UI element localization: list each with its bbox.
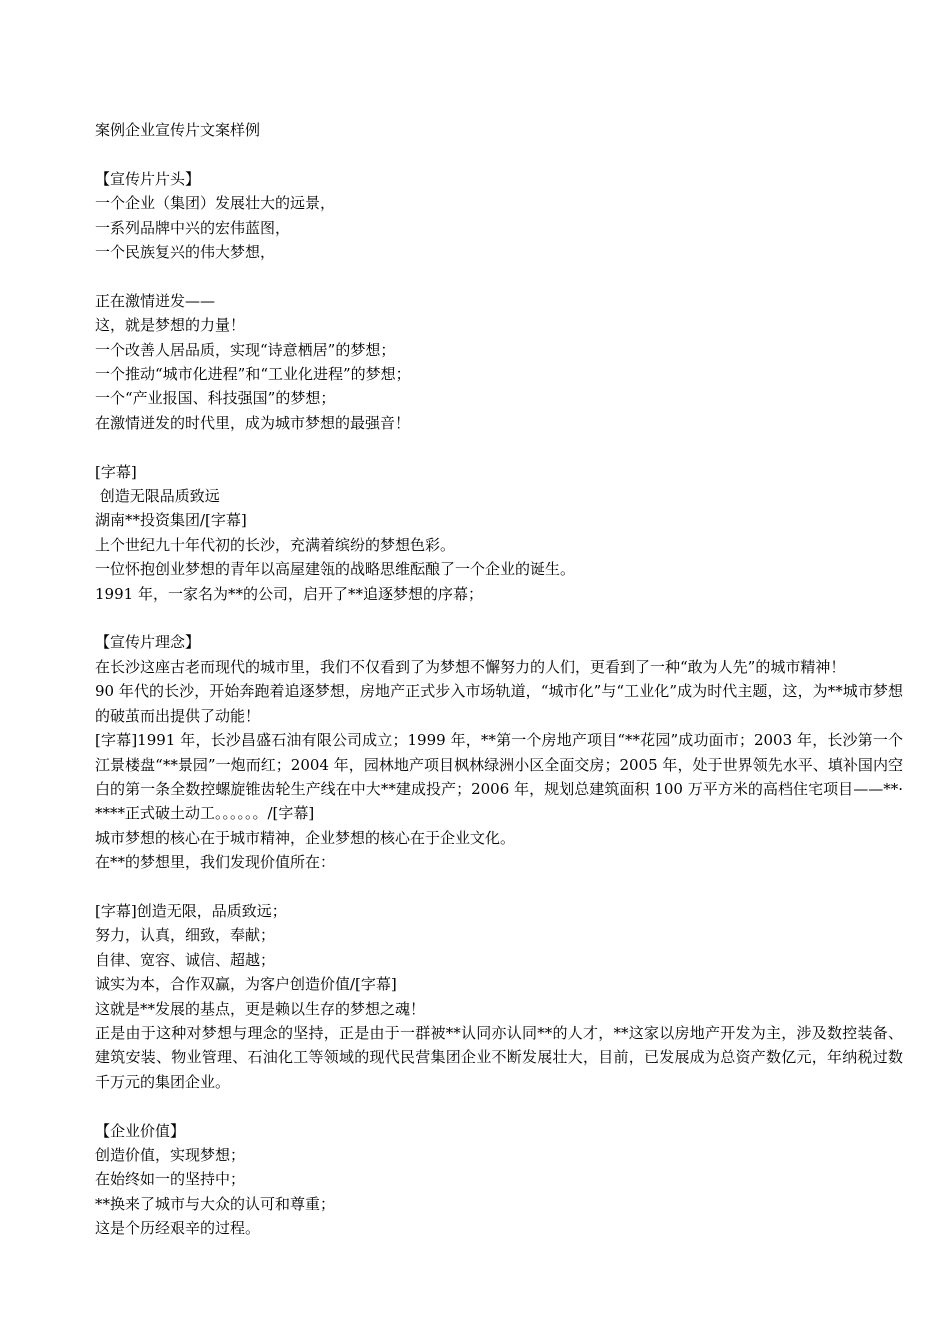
text-line: 一个“产业报国、科技强国”的梦想；	[95, 389, 336, 408]
text-line: 湖南**投资集团/[字幕]	[95, 511, 247, 530]
text-line: 正在激情迸发——	[95, 291, 216, 310]
blank-line	[95, 1094, 903, 1118]
blank-line	[95, 875, 903, 899]
text-line: 在始终如一的坚持中；	[95, 1170, 246, 1189]
text-line: 创造价值，实现梦想；	[95, 1145, 246, 1164]
blank-line	[95, 606, 903, 630]
text-line: 一系列品牌中兴的宏伟蓝图，	[95, 218, 291, 237]
text-line: 这，就是梦想的力量！	[95, 316, 246, 335]
text-line: 创造无限品质致远	[95, 487, 220, 506]
caption-marker: [字幕]	[95, 462, 137, 481]
paragraph: 正是由于这种对梦想与理念的坚持，正是由于一群被**认同亦认同**的人才，**这家以房地产开发为主，涉及数控装备、建筑安装、物业管理、石油化工等领域的现代民营集团企业不断发展壮大，目前，已发展成为总资产数亿元，年纳税过数千万元的集团企业。	[95, 1023, 903, 1091]
text-line: 上个世纪九十年代初的长沙，充满着缤纷的梦想色彩。	[95, 535, 456, 554]
text-line: 在**的梦想里，我们发现价值所在：	[95, 853, 336, 872]
text-line: 这就是**发展的基点，更是赖以生存的梦想之魂！	[95, 999, 426, 1018]
text-line: 诚实为本，合作双赢，为客户创造价值/[字幕]	[95, 975, 397, 994]
document-page	[95, 118, 903, 1241]
section-heading-trailer-concept: 【宣传片理念】	[95, 633, 201, 652]
text-line: **换来了城市与大众的认可和尊重；	[95, 1194, 336, 1213]
text-line: 一个民族复兴的伟大梦想，	[95, 243, 276, 262]
paragraph: 在长沙这座古老而现代的城市里，我们不仅看到了为梦想不懈努力的人们，更看到了一种“敢为人先”的城市精神！	[95, 657, 846, 676]
text-line: [字幕]创造无限，品质致远；	[95, 901, 287, 920]
text-line: 一个推动“城市化进程”和“工业化进程”的梦想；	[95, 365, 411, 384]
document-title: 案例企业宣传片文案样例	[95, 121, 261, 139]
text-line: 1991 年，一家名为**的公司，启开了**追逐梦想的序幕；	[95, 584, 483, 603]
text-line: 在激情迸发的时代里，成为城市梦想的最强音！	[95, 413, 411, 432]
blank-line	[95, 435, 903, 459]
section-heading-trailer-intro: 【宣传片片头】	[95, 169, 201, 188]
text-line: 努力，认真，细致，奉献；	[95, 926, 276, 945]
text-line: 自律、宽容、诚信、超越；	[95, 950, 276, 969]
text-line: 一位怀抱创业梦想的青年以高屋建瓴的战略思维酝酿了一个企业的诞生。	[95, 560, 576, 579]
paragraph: [字幕]1991 年，长沙昌盛石油有限公司成立；1999 年，**第一个房地产项目“**花园”成功面市；2003 年，长沙第一个江景楼盘“**景园”一炮而红；2004 年，园林地产项目枫林绿洲小区全面交房；2005 年，处于世界领先水平、填补国内空白的第一条全数控螺旋锥齿轮生产线在中大**建成投产；2006 年，规划总建筑面积 100 万平方米的高档住宅项目——**·****正式破土动工。。。。。。/[字幕]	[95, 731, 903, 823]
blank-line	[95, 142, 903, 166]
blank-line	[95, 264, 903, 288]
text-line: 一个改善人居品质，实现“诗意栖居”的梦想；	[95, 340, 396, 359]
text-line: 一个企业（集团）发展壮大的远景，	[95, 194, 336, 213]
section-heading-company-value: 【企业价值】	[95, 1121, 186, 1140]
text-line: 城市梦想的核心在于城市精神，企业梦想的核心在于企业文化。	[95, 828, 516, 847]
paragraph: 90 年代的长沙，开始奔跑着追逐梦想，房地产正式步入市场轨道，“城市化”与“工业化”成为时代主题，这，为**城市梦想的破茧而出提供了动能！	[95, 682, 903, 725]
text-line: 这是个历经艰辛的过程。	[95, 1219, 261, 1238]
